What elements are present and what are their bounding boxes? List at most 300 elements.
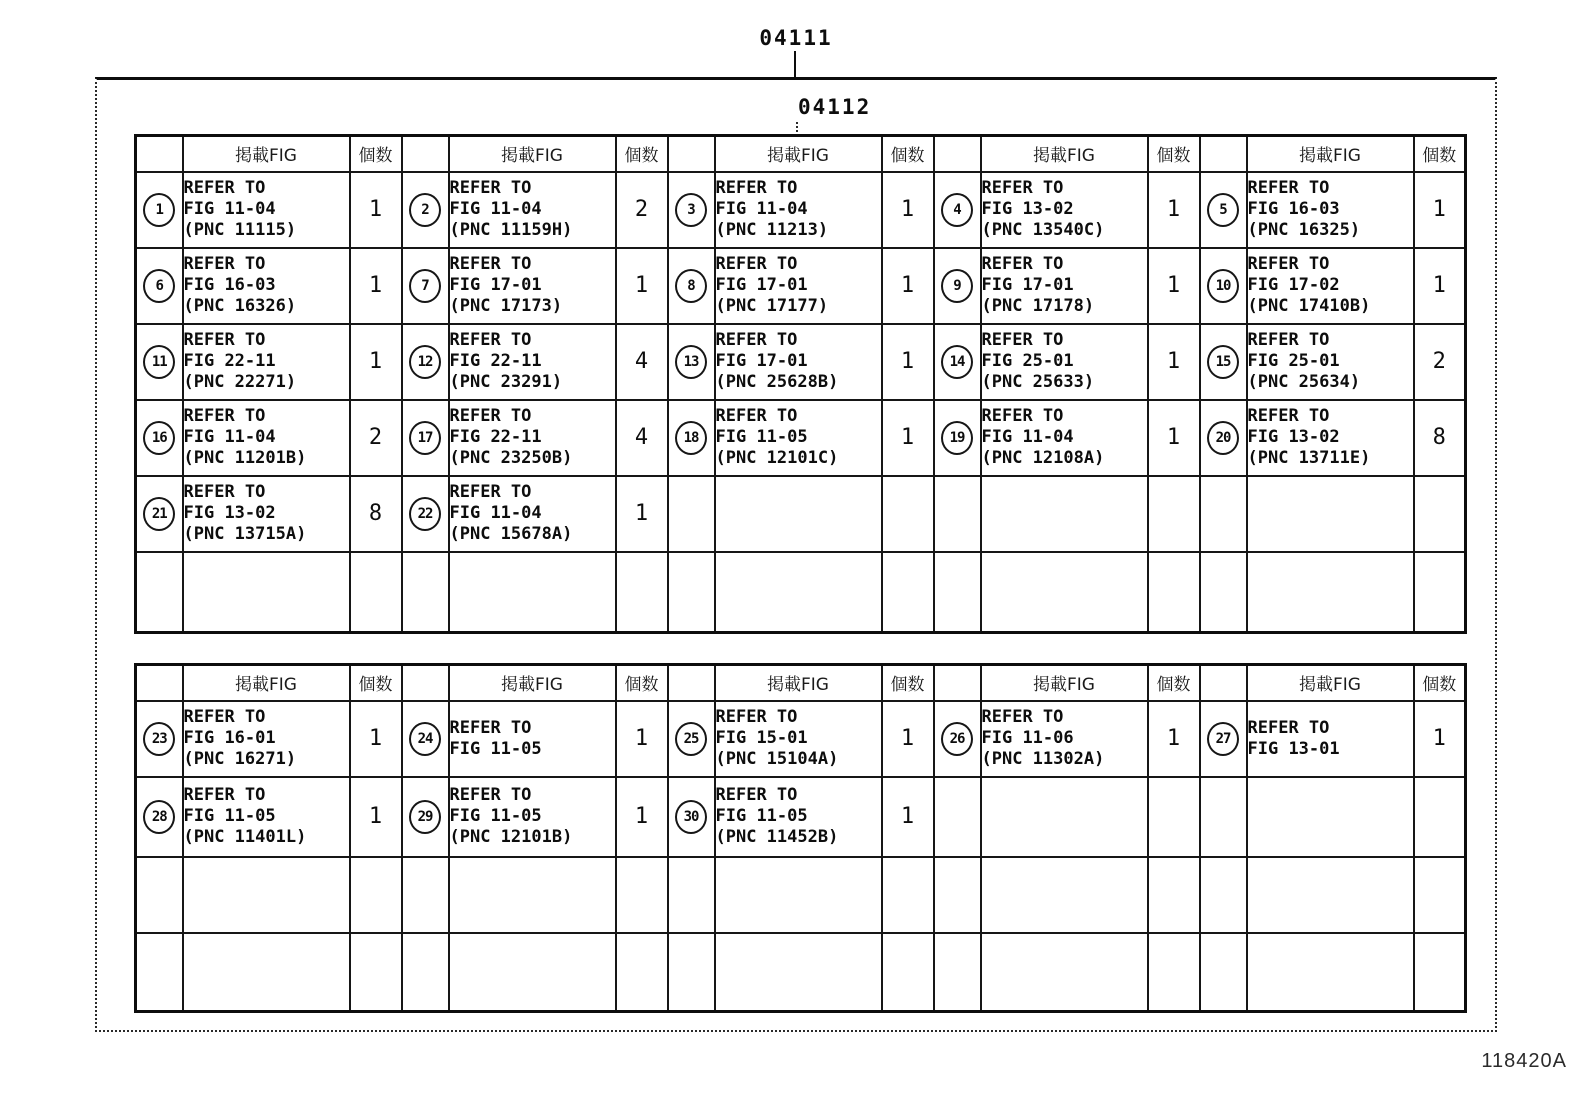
fig-reference-line: FIG 16-03 (1247, 199, 1340, 219)
fig-reference-line: (PNC 25634) (1247, 372, 1361, 392)
part-code-04111: 04111 (759, 26, 833, 50)
reference-row (136, 933, 1466, 1012)
item-number-cell (934, 248, 981, 324)
item-number-badge: 11 (143, 345, 175, 379)
fig-reference-cell (981, 324, 1148, 400)
fig-reference-cell (715, 701, 882, 777)
quantity-value: 1 (634, 501, 649, 526)
fig-reference-cell (183, 476, 350, 552)
quantity-value: 1 (634, 726, 649, 751)
quantity-cell (882, 857, 934, 933)
quantity-value: 1 (900, 273, 915, 298)
quantity-cell (1148, 933, 1200, 1012)
fig-reference-cell (981, 857, 1148, 933)
fig-reference-cell (715, 933, 882, 1012)
column-header-qty: 個数 (1148, 665, 1200, 701)
fig-reference-line: REFER TO (981, 178, 1064, 198)
item-number-cell (934, 933, 981, 1012)
item-number-cell (402, 701, 449, 777)
fig-reference-line: FIG 16-03 (183, 275, 276, 295)
fig-reference-line: (PNC 16326) (183, 296, 297, 316)
fig-reference-line: REFER TO (449, 717, 532, 738)
item-number-cell (668, 552, 715, 633)
item-number-cell (136, 400, 183, 476)
item-number-cell (1200, 172, 1247, 248)
item-number-badge: 15 (1207, 345, 1239, 379)
fig-reference-line: REFER TO (715, 254, 798, 274)
fig-reference-line: (PNC 13715A) (183, 524, 307, 544)
fig-reference-line: FIG 15-01 (715, 728, 808, 748)
fig-reference-line: FIG 13-02 (1247, 427, 1340, 447)
item-number-cell (668, 933, 715, 1012)
quantity-cell (350, 476, 402, 552)
fig-reference-cell (449, 248, 616, 324)
quantity-cell (616, 400, 668, 476)
table-header-row (136, 136, 1466, 172)
item-number-cell (402, 400, 449, 476)
fig-reference-line: FIG 17-01 (449, 275, 542, 295)
column-header-fig: 掲載FIG (449, 136, 616, 172)
header-corner-cell (402, 665, 449, 701)
fig-reference-line: FIG 11-04 (981, 427, 1074, 447)
fig-reference-line: (PNC 17177) (715, 296, 829, 316)
fig-reference-cell (715, 324, 882, 400)
quantity-cell (350, 777, 402, 857)
quantity-cell (1414, 172, 1466, 248)
quantity-cell (1148, 857, 1200, 933)
header-corner-cell (1200, 665, 1247, 701)
fig-reference-line: (PNC 11401L) (183, 827, 307, 847)
fig-reference-line: REFER TO (449, 406, 532, 426)
fig-reference-line: (PNC 16325) (1247, 220, 1361, 240)
quantity-cell (1148, 552, 1200, 633)
fig-reference-line: FIG 13-01 (1247, 738, 1340, 759)
fig-reference-line: (PNC 11452B) (715, 827, 839, 847)
fig-reference-line: (PNC 23291) (449, 372, 563, 392)
column-header-fig: 掲載FIG (1247, 136, 1414, 172)
fig-reference-cell (715, 476, 882, 552)
item-number-cell (668, 476, 715, 552)
item-number-cell (1200, 552, 1247, 633)
quantity-value: 4 (634, 425, 649, 450)
reference-row (136, 400, 1466, 476)
quantity-cell (882, 701, 934, 777)
fig-reference-line: REFER TO (449, 482, 532, 502)
reference-row (136, 172, 1466, 248)
fig-reference-cell (449, 400, 616, 476)
quantity-value: 1 (1166, 425, 1181, 450)
quantity-value: 1 (1166, 273, 1181, 298)
header-corner-cell (668, 665, 715, 701)
quantity-cell (1414, 324, 1466, 400)
fig-reference-cell (1247, 324, 1414, 400)
fig-reference-line: (PNC 11159H) (449, 220, 573, 240)
fig-reference-line: FIG 11-04 (449, 503, 542, 523)
quantity-cell (1148, 476, 1200, 552)
fig-reference-cell (183, 552, 350, 633)
quantity-cell (1414, 701, 1466, 777)
reference-table-lower (134, 663, 1467, 1013)
quantity-cell (1148, 400, 1200, 476)
column-header-qty: 個数 (882, 136, 934, 172)
fig-reference-line: (PNC 12101C) (715, 448, 839, 468)
fig-reference-line: REFER TO (715, 785, 798, 805)
item-number-cell (402, 552, 449, 633)
item-number-badge: 9 (941, 269, 973, 303)
fig-reference-line: FIG 11-05 (183, 806, 276, 826)
fig-reference-cell (1247, 248, 1414, 324)
fig-reference-line: REFER TO (183, 707, 266, 727)
fig-reference-line: REFER TO (449, 785, 532, 805)
quantity-value: 2 (368, 425, 383, 450)
header-corner-cell (1200, 136, 1247, 172)
item-number-cell (668, 248, 715, 324)
item-number-cell (136, 248, 183, 324)
quantity-cell (616, 552, 668, 633)
fig-reference-cell (449, 857, 616, 933)
fig-reference-cell (449, 777, 616, 857)
header-corner-cell (934, 136, 981, 172)
quantity-value: 1 (900, 425, 915, 450)
item-number-badge: 8 (675, 269, 707, 303)
quantity-cell (616, 701, 668, 777)
quantity-cell (350, 324, 402, 400)
quantity-cell (1148, 777, 1200, 857)
fig-reference-line: (PNC 17178) (981, 296, 1095, 316)
fig-reference-line: REFER TO (183, 330, 266, 350)
fig-reference-line: (PNC 15678A) (449, 524, 573, 544)
item-number-cell (402, 476, 449, 552)
quantity-cell (1148, 324, 1200, 400)
table-header-row (136, 665, 1466, 701)
fig-reference-line: (PNC 11115) (183, 220, 297, 240)
item-number-cell (402, 248, 449, 324)
item-number-badge: 18 (675, 421, 707, 455)
quantity-cell (616, 476, 668, 552)
item-number-badge: 19 (941, 421, 973, 455)
fig-reference-line: REFER TO (449, 178, 532, 198)
column-header-fig: 掲載FIG (183, 136, 350, 172)
item-number-cell (136, 172, 183, 248)
fig-reference-cell (183, 400, 350, 476)
fig-reference-line: (PNC 13711E) (1247, 448, 1371, 468)
parts-group-box (95, 77, 1497, 1032)
header-corner-cell (136, 665, 183, 701)
column-header-fig: 掲載FIG (981, 136, 1148, 172)
item-number-badge: 21 (143, 497, 175, 531)
item-number-cell (136, 857, 183, 933)
item-number-cell (934, 400, 981, 476)
header-corner-cell (934, 665, 981, 701)
quantity-value: 1 (368, 273, 383, 298)
quantity-cell (1414, 248, 1466, 324)
fig-reference-cell (183, 857, 350, 933)
item-number-badge: 5 (1207, 193, 1239, 227)
item-number-badge: 14 (941, 345, 973, 379)
reference-row (136, 324, 1466, 400)
item-number-badge: 23 (143, 722, 175, 756)
quantity-cell (350, 701, 402, 777)
quantity-cell (616, 777, 668, 857)
fig-reference-cell (183, 172, 350, 248)
item-number-cell (934, 701, 981, 777)
reference-row (136, 552, 1466, 633)
item-number-cell (136, 933, 183, 1012)
quantity-value: 8 (368, 501, 383, 526)
quantity-value: 1 (1432, 197, 1446, 222)
column-header-fig: 掲載FIG (715, 665, 882, 701)
item-number-cell (668, 857, 715, 933)
fig-reference-cell (715, 857, 882, 933)
fig-reference-cell (183, 248, 350, 324)
header-corner-cell (668, 136, 715, 172)
item-number-badge: 20 (1207, 421, 1239, 455)
quantity-cell (1414, 777, 1466, 857)
fig-reference-line: REFER TO (1247, 178, 1330, 198)
column-header-qty: 個数 (1148, 136, 1200, 172)
quantity-cell (350, 172, 402, 248)
item-number-cell (1200, 476, 1247, 552)
reference-row (136, 857, 1466, 933)
quantity-cell (882, 324, 934, 400)
column-header-qty: 個数 (882, 665, 934, 701)
connector-line-04111 (794, 51, 796, 77)
fig-reference-line: FIG 17-01 (715, 275, 808, 295)
quantity-value: 8 (1432, 425, 1446, 450)
item-number-badge: 27 (1207, 722, 1239, 756)
item-number-badge: 17 (409, 421, 441, 455)
quantity-cell (882, 933, 934, 1012)
item-number-cell (136, 552, 183, 633)
quantity-cell (616, 248, 668, 324)
fig-reference-line: FIG 11-04 (715, 199, 808, 219)
item-number-cell (402, 172, 449, 248)
item-number-cell (668, 172, 715, 248)
fig-reference-cell (449, 172, 616, 248)
item-number-badge: 30 (675, 800, 707, 834)
quantity-cell (616, 172, 668, 248)
item-number-badge: 22 (409, 497, 441, 531)
item-number-cell (934, 172, 981, 248)
fig-reference-cell (1247, 172, 1414, 248)
item-number-badge: 26 (941, 722, 973, 756)
item-number-badge: 13 (675, 345, 707, 379)
quantity-cell (616, 857, 668, 933)
fig-reference-line: FIG 17-01 (715, 351, 808, 371)
fig-reference-line: (PNC 22271) (183, 372, 297, 392)
item-number-badge: 29 (409, 800, 441, 834)
item-number-badge: 2 (409, 193, 441, 227)
quantity-cell (1148, 701, 1200, 777)
item-number-badge: 25 (675, 722, 707, 756)
quantity-value: 1 (900, 726, 915, 751)
quantity-cell (350, 857, 402, 933)
item-number-cell (1200, 777, 1247, 857)
fig-reference-line: (PNC 12108A) (981, 448, 1105, 468)
item-number-badge: 16 (143, 421, 175, 455)
item-number-badge: 28 (143, 800, 175, 834)
column-header-qty: 個数 (1414, 665, 1466, 701)
quantity-value: 1 (1166, 349, 1181, 374)
fig-reference-cell (449, 701, 616, 777)
reference-row (136, 777, 1466, 857)
fig-reference-line: REFER TO (715, 178, 798, 198)
fig-reference-line: FIG 11-05 (449, 738, 542, 759)
fig-reference-line: (PNC 25628B) (715, 372, 839, 392)
fig-reference-cell (981, 777, 1148, 857)
fig-reference-line: REFER TO (449, 330, 532, 350)
fig-reference-line: FIG 22-11 (183, 351, 276, 371)
fig-reference-cell (715, 552, 882, 633)
item-number-cell (934, 857, 981, 933)
quantity-value: 1 (368, 349, 383, 374)
quantity-cell (1148, 248, 1200, 324)
item-number-cell (136, 701, 183, 777)
fig-reference-line: REFER TO (183, 254, 266, 274)
quantity-cell (1414, 552, 1466, 633)
column-header-fig: 掲載FIG (449, 665, 616, 701)
item-number-cell (402, 324, 449, 400)
quantity-value: 1 (1432, 273, 1446, 298)
fig-reference-line: FIG 17-02 (1247, 275, 1340, 295)
reference-row (136, 476, 1466, 552)
fig-reference-line: (PNC 25633) (981, 372, 1095, 392)
item-number-cell (934, 552, 981, 633)
fig-reference-cell (1247, 701, 1414, 777)
fig-reference-cell (715, 777, 882, 857)
fig-reference-cell (449, 476, 616, 552)
quantity-cell (882, 476, 934, 552)
fig-reference-cell (981, 552, 1148, 633)
item-number-badge: 1 (143, 193, 175, 227)
fig-reference-line: REFER TO (1247, 406, 1330, 426)
fig-reference-line: REFER TO (183, 406, 266, 426)
quantity-cell (350, 248, 402, 324)
fig-reference-cell (715, 172, 882, 248)
quantity-cell (1148, 172, 1200, 248)
item-number-cell (1200, 701, 1247, 777)
fig-reference-cell (1247, 400, 1414, 476)
column-header-qty: 個数 (350, 136, 402, 172)
fig-reference-line: (PNC 17173) (449, 296, 563, 316)
quantity-cell (1414, 400, 1466, 476)
fig-reference-line: FIG 11-05 (715, 806, 808, 826)
fig-reference-line: REFER TO (183, 482, 266, 502)
quantity-value: 1 (368, 197, 383, 222)
reference-row (136, 248, 1466, 324)
fig-reference-cell (981, 248, 1148, 324)
fig-reference-line: (PNC 23250B) (449, 448, 573, 468)
fig-reference-cell (183, 777, 350, 857)
item-number-badge: 7 (409, 269, 441, 303)
fig-reference-line: FIG 11-04 (183, 199, 276, 219)
quantity-value: 1 (368, 804, 383, 829)
quantity-cell (1414, 857, 1466, 933)
item-number-cell (934, 324, 981, 400)
fig-reference-line: FIG 22-11 (449, 351, 542, 371)
item-number-cell (402, 777, 449, 857)
quantity-value: 1 (634, 273, 649, 298)
quantity-cell (616, 324, 668, 400)
item-number-cell (934, 476, 981, 552)
fig-reference-cell (183, 324, 350, 400)
header-corner-cell (136, 136, 183, 172)
fig-reference-line: REFER TO (1247, 254, 1330, 274)
fig-reference-cell (1247, 777, 1414, 857)
quantity-value: 1 (1166, 197, 1181, 222)
fig-reference-cell (1247, 552, 1414, 633)
quantity-value: 2 (634, 197, 649, 222)
item-number-cell (1200, 324, 1247, 400)
fig-reference-line: FIG 25-01 (1247, 351, 1340, 371)
fig-reference-line: FIG 25-01 (981, 351, 1074, 371)
quantity-cell (350, 933, 402, 1012)
fig-reference-line: FIG 11-04 (449, 199, 542, 219)
quantity-cell (882, 552, 934, 633)
fig-reference-cell (981, 476, 1148, 552)
quantity-cell (882, 248, 934, 324)
item-number-badge: 3 (675, 193, 707, 227)
fig-reference-line: (PNC 11302A) (981, 749, 1105, 769)
item-number-badge: 12 (409, 345, 441, 379)
fig-reference-line: (PNC 15104A) (715, 749, 839, 769)
fig-reference-line: (PNC 11201B) (183, 448, 307, 468)
fig-reference-cell (1247, 476, 1414, 552)
quantity-cell (882, 777, 934, 857)
fig-reference-cell (449, 324, 616, 400)
fig-reference-line: FIG 11-05 (715, 427, 808, 447)
fig-reference-line: REFER TO (981, 330, 1064, 350)
fig-reference-line: REFER TO (981, 707, 1064, 727)
fig-reference-line: FIG 17-01 (981, 275, 1074, 295)
fig-reference-line: (PNC 11213) (715, 220, 829, 240)
fig-reference-line: REFER TO (1247, 717, 1330, 738)
item-number-cell (136, 324, 183, 400)
item-number-cell (136, 777, 183, 857)
item-number-cell (668, 777, 715, 857)
column-header-fig: 掲載FIG (715, 136, 882, 172)
item-number-cell (668, 324, 715, 400)
reference-table-upper (134, 134, 1467, 634)
fig-reference-cell (981, 172, 1148, 248)
fig-reference-cell (449, 552, 616, 633)
fig-reference-line: REFER TO (183, 785, 266, 805)
item-number-cell (402, 933, 449, 1012)
column-header-qty: 個数 (616, 665, 668, 701)
fig-reference-line: FIG 13-02 (183, 503, 276, 523)
quantity-value: 4 (634, 349, 649, 374)
item-number-cell (1200, 248, 1247, 324)
fig-reference-line: REFER TO (715, 707, 798, 727)
reference-row (136, 701, 1466, 777)
fig-reference-line: (PNC 17410B) (1247, 296, 1371, 316)
fig-reference-cell (183, 701, 350, 777)
fig-reference-line: FIG 11-06 (981, 728, 1074, 748)
item-number-cell (1200, 933, 1247, 1012)
fig-reference-cell (981, 701, 1148, 777)
fig-reference-cell (183, 933, 350, 1012)
fig-reference-cell (981, 400, 1148, 476)
quantity-value: 1 (1166, 726, 1181, 751)
item-number-badge: 6 (143, 269, 175, 303)
column-header-qty: 個数 (616, 136, 668, 172)
fig-reference-line: REFER TO (449, 254, 532, 274)
item-number-badge: 24 (409, 722, 441, 756)
fig-reference-line: FIG 11-04 (183, 427, 276, 447)
quantity-cell (616, 933, 668, 1012)
fig-reference-line: REFER TO (715, 330, 798, 350)
quantity-cell (1414, 933, 1466, 1012)
